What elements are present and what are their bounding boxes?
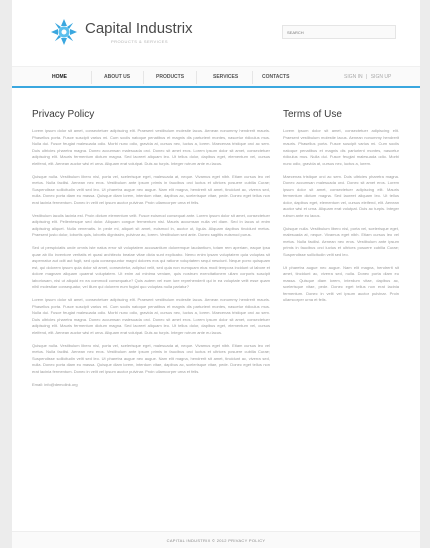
footer-copyright: CAPITAL INDUSTRIX © 2012 PRIVACY POLICY xyxy=(166,538,266,543)
terms-paragraph: Lorem ipsum dolor sit amet, consectetuer adipiscing elit. Praesent vestibulum molestie lacus. Aenean nonummy hendrerit mauris. Phasellus porta. Fusce suscipit varius mi. Cum sociis natoque penatibus et magnis dis parturient montes, nascetur ridiculus mus. Nulla dui. Fusce feugiat malesuada odio. Morbi nunc odio, gravida at, cursus nec, luctus a, lorem. xyxy=(283,128,399,166)
privacy-paragraph: Sed ut perspiciatis unde omnis iste natus error sit voluptatem accusantium doloremque laudantium, totam rem aperiam, eaque ipsa quae ab illo inventore veritatis et quasi architecto beatae vitae dicta sunt explicabo. Nemo enim ipsam voluptatem quia voluptas sit aspernatur aut odit aut fugit, sed quia consequuntur magni dolores eos qui ratione voluptatem sequi nesciunt. Neque porro quisquam est, qui dolorem ipsum quia dolor sit amet, consectetur, adipisci velit, sed quia non numquam eius modi tempora incidunt ut labore et dolore magnam aliquam quaerat voluptatem. Ut enim ad minima veniam, quis nostrum exercitationem ullam corporis suscipit laboriosam, nisi ut aliquid ex ea commodi consequatur? Quis autem vel eum iure reprehenderit qui in ea voluptate velit esse quam nihil molestiae consequatur, vel illum qui dolorem eum fugiat quo voluptas nulla pariatur? xyxy=(32,245,270,289)
terms-of-use-title: Terms of Use xyxy=(283,109,342,120)
nav-services[interactable]: SERVICES xyxy=(213,74,239,80)
brand-tagline: PRODUCTS & SERVICES xyxy=(111,39,168,44)
contact-email[interactable]: Email: info@demolink.org xyxy=(32,381,78,387)
search-input[interactable] xyxy=(282,25,396,39)
privacy-paragraph: Lorem ipsum dolor sit amet, consectetuer adipiscing elit. Praesent vestibulum molestie lacus. Aenean nonummy hendrerit mauris. Phasellus porta. Fusce suscipit varius mi. Cum sociis natoque penatibus et magnis dis parturient montes, nascetur ridiculus mus. Nulla dui. Fusce feugiat malesuada odio. Morbi nunc odio, gravida at, cursus nec, luctus a, lorem. Maecenas tristique orci ac sem. Duis ultricies pharetra magna. Donec accumsan malesuada orci. Donec sit amet eros. Lorem ipsum dolor sit amet, consectetuer adipiscing elit. Mauris fermentum dictum magna. Sed laoreet aliquam leo. Ut tellus dolor, dapibus eget, elementum vel, cursus eleifend, elit. Aenean auctor wisi et urna. Aliquam erat volutpat. Duis ac turpis. Integer rutrum ante eu lacus. xyxy=(32,297,270,335)
privacy-policy-content xyxy=(32,128,270,387)
auth-link-separator: | xyxy=(366,74,368,80)
auth-links xyxy=(344,74,391,80)
terms-paragraph: Quisque nulla. Vestibulum libero nisl, porta vel, scelerisque eget, malesuada at, neque. Vivamus eget nibh. Etiam cursus leo vel metus. Nulla facilisi. Aenean nec eros. Vestibulum ante ipsum primis in faucibus orci luctus et ultrices posuere cubilia Curae; Suspendisse sollicitudin velit sed leo. xyxy=(283,225,399,257)
nav-separator xyxy=(91,71,92,84)
nav-about-us[interactable]: ABOUT US xyxy=(104,74,131,80)
sign-up-link[interactable]: SIGN UP xyxy=(370,74,392,80)
header xyxy=(12,0,420,66)
main-nav xyxy=(12,66,420,88)
nav-contacts[interactable]: CONTACTS xyxy=(262,74,290,80)
sign-in-link[interactable]: SIGN IN xyxy=(344,74,363,80)
page xyxy=(12,0,420,548)
nav-separator xyxy=(143,71,144,84)
brand-name[interactable]: Capital Industrix xyxy=(85,20,193,37)
nav-separator xyxy=(196,71,197,84)
footer xyxy=(12,531,420,548)
privacy-paragraph: Quisque nulla. Vestibulum libero nisl, porta vel, scelerisque eget, malesuada at, neque. Vivamus eget nibh. Etiam cursus leo vel metus. Nulla facilisi. Aenean nec eros. Vestibulum ante ipsum primis in faucibus orci luctus et ultrices posuere cubilia Curae; Suspendisse sollicitudin velit sed leo. Ut pharetra augue nec augue. Nam elit magna, hendrerit sit amet, tincidunt ac, viverra sed, nulla. Donec porta diam eu massa. Quisque diam lorem, interdum vitae, dapibus ac, scelerisque vitae, pede. Donec eget tellus non erat lacinia fermentum. Donec in velit vel ipsum auctor pulvinar. Proin ullamcorper urna et felis. xyxy=(32,173,270,205)
terms-paragraph: Ut pharetra augue nec augue. Nam elit magna, hendrerit sit amet, tincidunt ac, viverra sed, nulla. Donec porta diam eu massa. Quisque diam lorem, interdum vitae, dapibus ac, scelerisque vitae, pede. Donec eget tellus non erat lacinia fermentum. Donec in velit vel ipsum auctor pulvinar. Proin ullamcorper urna et felis. xyxy=(283,264,399,302)
nav-home[interactable]: HOME xyxy=(52,74,67,80)
privacy-paragraph: Quisque nulla. Vestibulum libero nisl, porta vel, scelerisque eget, malesuada at, neque. Vivamus eget nibh. Etiam cursus leo vel metus. Nulla facilisi. Aenean nec eros. Vestibulum ante ipsum primis in faucibus orci luctus et ultrices posuere cubilia Curae; Suspendisse sollicitudin velit sed leo. Ut pharetra augue nec augue. Nam elit magna, hendrerit sit amet, tincidunt ac, viverra sed, nulla. Donec porta diam eu massa. Quisque diam lorem, interdum vitae, dapibus ac, scelerisque vitae, pede. Donec eget tellus non erat lacinia fermentum. Donec in velit vel ipsum auctor pulvinar. Proin ullamcorper urna et felis. xyxy=(32,342,270,374)
nav-separator xyxy=(252,71,253,84)
nav-products[interactable]: PRODUCTS xyxy=(156,74,185,80)
terms-paragraph: Maecenas tristique orci ac sem. Duis ultricies pharetra magna. Donec accumsan malesuada orci. Donec sit amet eros. Lorem ipsum dolor sit amet, consectetuer adipiscing elit. Mauris fermentum dictum magna. Sed laoreet aliquam leo. Ut tellus dolor, dapibus eget, elementum vel, cursus eleifend, elit. Aenean auctor wisi et urna. Aliquam erat volutpat. Duis ac turpis. Integer rutrum ante eu lacus. xyxy=(283,173,399,218)
terms-of-use-content xyxy=(283,128,399,310)
privacy-policy-title: Privacy Policy xyxy=(32,109,95,120)
privacy-paragraph: Lorem ipsum dolor sit amet, consectetuer adipiscing elit. Praesent vestibulum molestie lacus. Aenean nonummy hendrerit mauris. Phasellus porta. Fusce suscipit varius mi. Cum sociis natoque penatibus et magnis dis parturient montes, nascetur ridiculus mus. Nulla dui. Fusce feugiat malesuada odio. Morbi nunc odio, gravida at, cursus nec, luctus a, lorem. Maecenas tristique orci ac sem. Duis ultricies pharetra magna. Donec accumsan malesuada orci. Donec sit amet eros. Lorem ipsum dolor sit amet, consectetuer adipiscing elit. Mauris fermentum dictum magna. Sed laoreet aliquam leo. Ut tellus dolor, dapibus eget, elementum vel, cursus eleifend, elit. Aenean auctor wisi et urna. Aliquam erat volutpat. Duis ac turpis. Integer rutrum ante eu lacus. xyxy=(32,128,270,166)
privacy-paragraph: Vestibulum iaculis lacinia est. Proin dictum elementum velit. Fusce euismod consequat ante. Lorem ipsum dolor sit amet, consectetuer adipiscing elit. Pellentesque sed dolor. Aliquam congue fermentum nisl. Mauris accumsan nulla vel diam. Sed in lacus ut enim adipiscing aliquet. Nulla venenatis. In pede mi, aliquet sit amet, euismod in, auctor ut, ligula. Aliquam dapibus tincidunt metus. Praesent justo dolor, lobortis quis, lobortis dignissim, pulvinar ac, lorem. Vestibulum sed ante. Donec sagittis euismod purus. xyxy=(32,212,270,237)
logo-icon[interactable] xyxy=(50,18,78,46)
